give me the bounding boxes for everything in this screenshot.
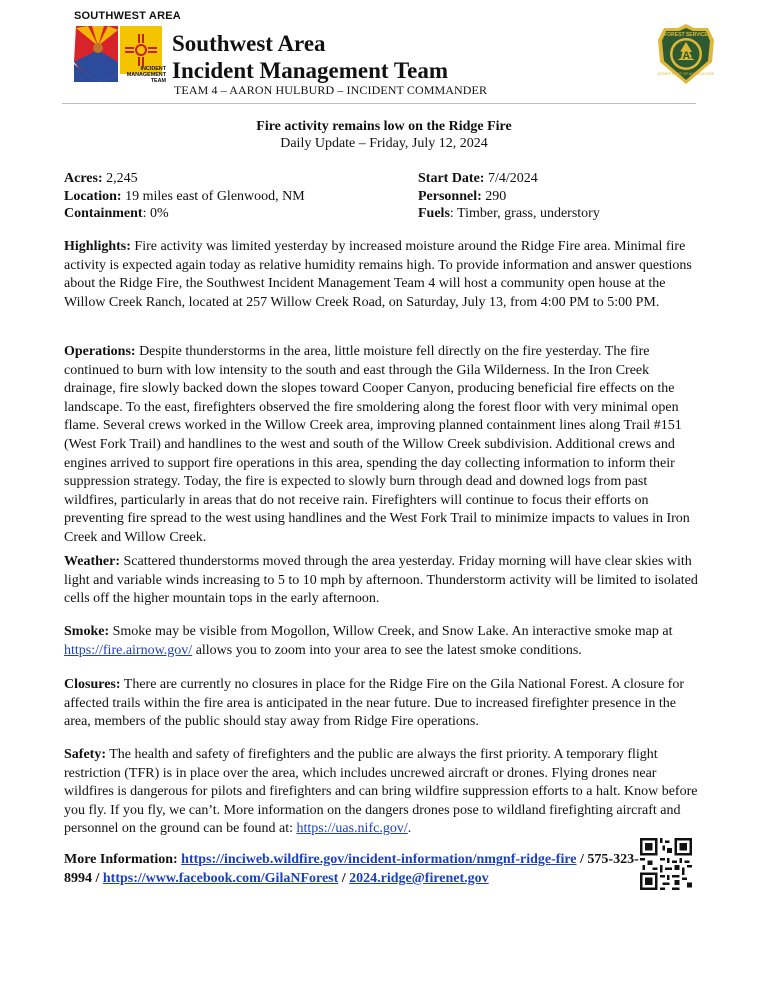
forest-service-uas-badge-icon: [656, 22, 716, 86]
logo-side-text: INCIDENT MANAGEMENT TEAM: [126, 66, 166, 85]
fact-containment: Containment: 0%: [64, 206, 169, 221]
badge-center-text: UAS: [674, 50, 698, 62]
facebook-link[interactable]: https://www.facebook.com/GilaNForest: [102, 871, 339, 886]
fact-location: Location: 19 miles east of Glenwood, NM: [64, 188, 305, 204]
qr-code-icon[interactable]: [640, 838, 692, 890]
fact-personnel: Personnel: 290: [418, 188, 507, 204]
more-information: More Information: https://inciweb.wildfire.gov/incident-information/nmgnf-ridge-fire / 575-323-8994 / https://www.facebook.com/GilaNForest / 2024.ridge@firenet.gov: [64, 852, 639, 886]
fact-fuels: Fuels: Timber, grass, understory: [418, 206, 600, 221]
airnow-link[interactable]: https://fire.airnow.gov/: [64, 642, 193, 658]
team-commander-line: TEAM 4 – AARON HULBURD – INCIDENT COMMANDER: [174, 83, 488, 97]
update-headline: Fire activity remains low on the Ridge Fire: [256, 119, 512, 134]
organization-title: Southwest Area Incident Management Team: [172, 31, 448, 83]
fact-start-date: Start Date: 7/4/2024: [418, 171, 538, 186]
facts-right: [418, 170, 600, 223]
letterhead: [0, 0, 768, 104]
fact-acres: Acres: 2,245: [64, 171, 138, 186]
facts-left: [64, 170, 305, 223]
update-date: Daily Update – Friday, July 12, 2024: [280, 136, 488, 151]
operations-paragraph: Operations: Despite thunderstorms in the area, little moisture fell directly on the fire yesterday. The fire continued to burn with low intensity to the south and east through the Gila Wilderness. In the Iron Creek drainage, fire slowly backed down the slopes toward Cooper Canyon, producing beneficial fire effects on the landscape. To the east, firefighters observed the fire smoldering along the forest floor with very minimal open flame. Several crews worked in the Willow Creek area, improving planned containment lines along Trail #151 (West Fork Trail) and handlines to the west and south of the Willow Creek subdivision. Additional crews and engines arrived to support fire operations in this area, spending the day collecting information to inform their suppression strategy. Today, the fire is expected to slowly burn through dead and downed logs from past wildfires, particularly in areas that do not receive rain. Firefighters will continue to focus their efforts on preventing fire spread to the west using handlines and the West Fork Trail to minimize impacts to values in Iron Creek and Willow Creek.: [64, 344, 690, 545]
logo-label: SOUTHWEST AREA: [74, 10, 181, 22]
badge-bottom-text: DEPARTMENT OF AGRICULTURE: [657, 72, 715, 76]
closures-paragraph: Closures: There are currently no closures in place for the Ridge Fire on the Gila National Forest. A closure for affected trails within the fire area is anticipated in the near future. Due to increased firefighter presence in the area, members of the public should stay away from Ridge Fire operations.: [64, 677, 684, 730]
header-divider: [62, 103, 696, 104]
highlights-paragraph: Highlights: Fire activity was limited yesterday by increased moisture around the Ridge Fire area. Minimal fire activity is expected again today as relative humidity remains high. To provide information and answer questions about the Ridge Fire, the Southwest Incident Management Team 4 will host a community open house at the Willow Creek Ranch, located at 257 Willow Creek Road, on Saturday, July 13, from 4:00 PM to 5:00 PM.: [64, 239, 692, 310]
inciweb-link[interactable]: https://inciweb.wildfire.gov/incident-information/nmgnf-ridge-fire: [181, 852, 577, 867]
email-link[interactable]: 2024.ridge@firenet.gov: [349, 871, 489, 886]
weather-paragraph: Weather: Scattered thunderstorms moved through the area yesterday. Friday morning will have clear skies with light and variable winds increasing to 5 to 10 mph by afternoon. Thunderstorm activity will be limited to isolated cells off the higher mountain tops in the early afternoon.: [64, 554, 698, 607]
badge-top-text: FOREST SERVICE: [664, 32, 708, 38]
safety-paragraph: Safety: The health and safety of firefighters and the public are always the first priority. A temporary flight restriction (TFR) is in place over the area, which includes uncrewed aircraft or drones. Flying drones near wildfires is dangerous for pilots and firefighters and can bring wildfire suppression efforts to a halt. Know before you fly. If you fly, we can’t. More information on the dangers drones pose to wildland firefighting aircraft and personnel on the ground can be found at: https://uas.nifc.gov/.: [64, 747, 698, 837]
phone-number: 575-323-8994: [64, 852, 639, 886]
smoke-paragraph: Smoke: Smoke may be visible from Mogollon, Willow Creek, and Snow Lake. An interactive smoke map at https://fire.airnow.gov/ allows you to zoom into your area to see the latest smoke conditions.: [64, 624, 673, 658]
uas-nifc-link[interactable]: https://uas.nifc.gov/: [296, 821, 408, 837]
